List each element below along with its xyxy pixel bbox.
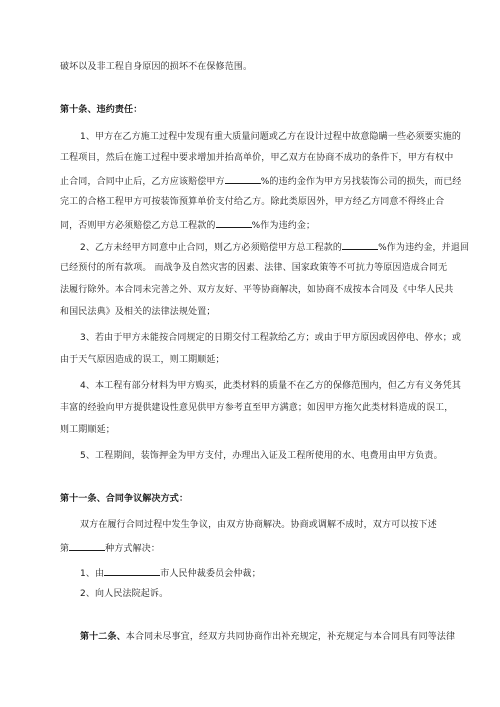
article-10-clause-2-line-3: 法履行除外。本合同未完善之外、双方友好、平等协商解决，如协商不成按本合同及《中华人民共	[60, 285, 454, 295]
article-10-clause-2-line-4: 和国民法典》及相关的法律法规处置；	[60, 307, 216, 317]
article-10-heading: 第十条、违约责任：	[60, 105, 143, 115]
article-10-clause-4-line-3: 则工期顺延；	[60, 425, 115, 435]
fill-in-blank	[69, 541, 105, 551]
text-segment: 2、乙方未经甲方同意中止合同，则乙方必须赔偿甲方总工程款的	[80, 243, 343, 253]
article-12-line-1	[80, 631, 455, 643]
fill-in-blank	[225, 174, 261, 184]
text-segment: 市人民仲裁委员会仲裁；	[160, 569, 261, 579]
article-10-clause-1-line-1: 1、甲方在乙方施工过程中发现有重大质量问题或乙方在设计过程中故意隐瞒一些必须要实施的	[80, 132, 462, 142]
article-10-clause-1-line-5	[60, 218, 315, 232]
text-segment: %作为违约金，并退回	[378, 243, 470, 253]
article-10-clause-4-line-2: 丰富的经验向甲方提供建设性意见供甲方参考直至甲方满意；如因甲方拖欠此类材料造成的误工，	[60, 403, 454, 413]
article-11-text-line-2	[60, 541, 160, 555]
article-10-clause-1-line-4: 完工的合格工程甲方可按装饰预算单价支付给乙方。除此类原因外，甲方经乙方同意不得终止合	[60, 197, 445, 207]
fill-in-blank	[342, 240, 378, 250]
text-segment: %作为违约金；	[251, 221, 316, 231]
article-10-clause-1-line-3	[60, 174, 462, 188]
text-segment: 种方式解决：	[105, 544, 161, 554]
article-10-clause-3-line-1: 3、若由于甲方未能按合同规定的日期交付工程款给乙方；或由于甲方原因或因停电、停水；或	[80, 333, 462, 343]
text-segment: 本合同未尽事宜，经双方共同协商作出补充规定，补充规定与本合同具有同等法律	[125, 632, 456, 642]
text-segment: %的违约金作为甲方另找装饰公司的损失，而已经	[260, 177, 462, 187]
article-11-option-1	[80, 566, 261, 580]
article-11-heading: 第十一条、合同争议解决方式：	[60, 494, 189, 504]
article-10-clause-1-line-2: 工程项目，然后在施工过程中要求增加并抬高单价，甲乙双方在协商不成功的条件下，甲方有权中	[60, 153, 454, 163]
fill-in-blank	[216, 218, 252, 228]
article-10-clause-2-line-2: 已经预付的所有款项。 而战争及自然灾害的因素、法律、国家政策等不可抗力等原因造成合同无	[60, 263, 448, 273]
article-11-option-2: 2、向人民法院起诉。	[80, 589, 169, 599]
article-10-clause-2-line-1	[80, 240, 469, 254]
text-segment: 止合同，合同中止后，乙方应该赔偿甲方	[60, 177, 225, 187]
article-10-clause-3-line-2: 由于天气原因造成的误工，则工期顺延；	[60, 355, 225, 365]
article-11-text-line-1: 双方在履行合同过程中发生争议，由双方协商解决。协商或调解不成时，双方可以按下述	[80, 520, 437, 530]
article-10-clause-5-line-1: 5、工程期间，装饰押金为甲方支付，办理出入证及工程所使用的水、电费用由甲方负责。	[80, 451, 443, 461]
text-segment: 同，否则甲方必须赔偿乙方总工程款的	[60, 221, 216, 231]
continuation-line: 破坏以及非工程自身原因的损坏不在保修范围。	[60, 62, 253, 72]
text-segment: 第	[60, 544, 70, 554]
article-12-heading: 第十二条、	[80, 632, 126, 642]
text-segment: 1、由	[80, 569, 105, 579]
article-10-clause-4-line-1: 4、本工程有部分材料为甲方购买，此类材料的质量不在乙方的保修范围内，但乙方有义务凭其	[80, 381, 462, 391]
fill-in-blank	[104, 566, 160, 576]
